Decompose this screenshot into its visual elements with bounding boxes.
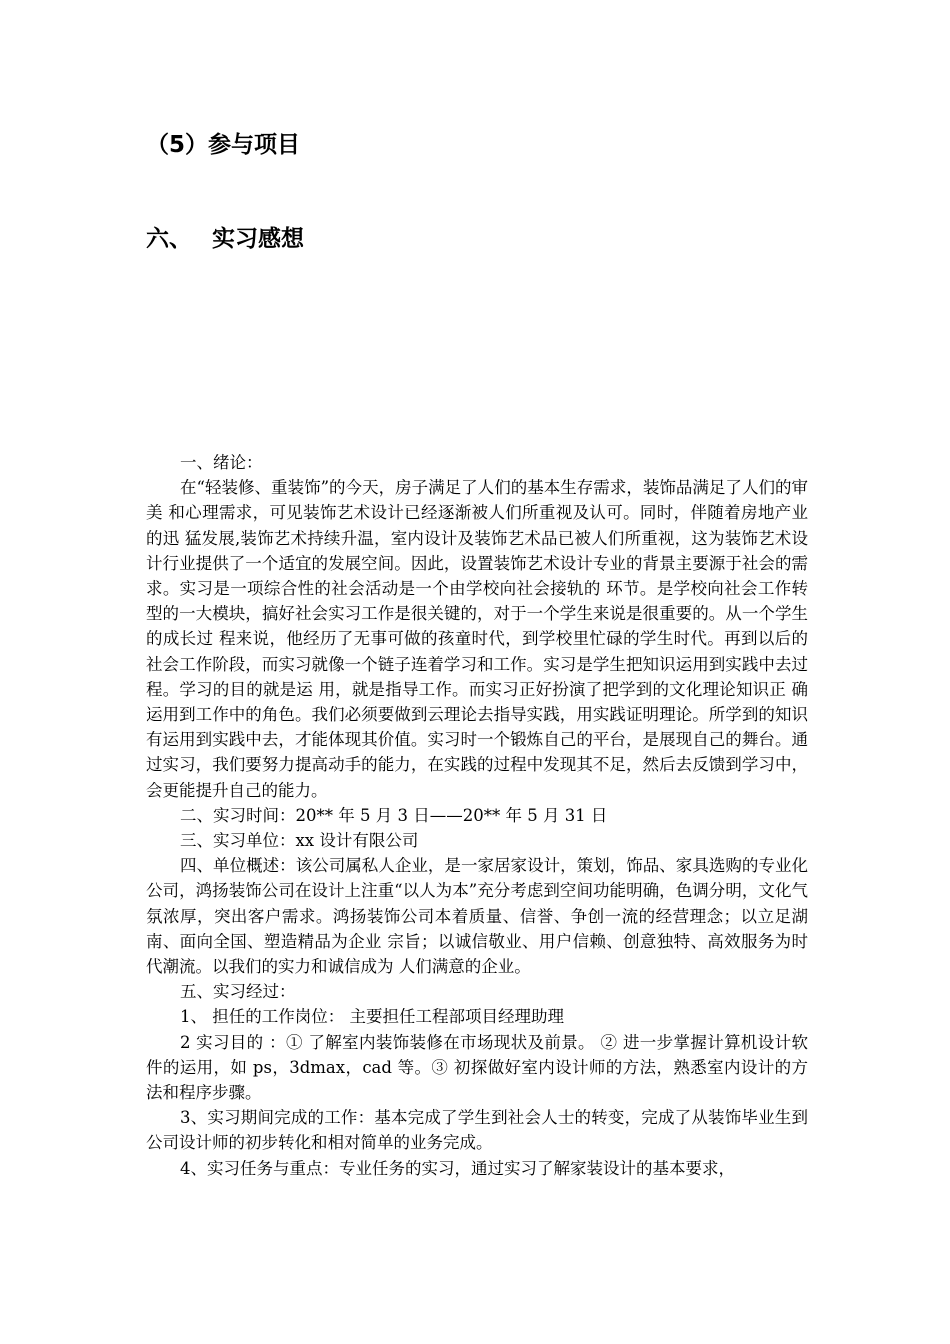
paragraph-completed-work: 3、实习期间完成的工作：基本完成了学生到社会人士的转变，完成了从装饰毕业生到公司设计师的初步转化和相对简单的业务完成。 <box>146 1108 808 1153</box>
paragraph-internship-time: 二、实习时间：20** 年 5 月 3 日——20** 年 5 月 31 日 <box>180 805 608 825</box>
body-text <box>146 450 808 1181</box>
paragraph-introduction-heading: 一、绪论： <box>180 453 263 472</box>
paragraph-job-position: 1、 担任的工作岗位： 主要担任工程部项目经理助理 <box>180 1007 564 1027</box>
paragraph-internship-unit: 三、实习单位：xx 设计有限公司 <box>180 831 419 851</box>
section-number: 六、 <box>146 226 192 252</box>
paragraph-tasks-focus: 4、实习任务与重点：专业任务的实习，通过实习了解家装设计的基本要求， <box>180 1158 735 1178</box>
paragraph-introduction: 在“轻装修、重装饰”的今天，房子满足了人们的基本生存需求，装饰品满足了人们的审美 和心理需求，可见装饰艺术设计已经逐渐被人们所重视及认可。同时，伴随着房地产业的迅 猛发展,装饰艺术持续升温，室内设计及装饰艺术品已被人们所重视，这为装饰艺术设计行业提供了一个适宜的发展空间。因此，设置装饰艺术设计专业的背景主要源于社会的需求。实习是一项综合性的社会活动是一个由学校向社会接轨的 环节。是学校向社会工作转型的一大模块，搞好社会实习工作是很关键的，对于一个学生来说是很重要的。从一个学生的成长过 程来说，他经历了无事可做的孩童时代，到学校里忙碌的学生时代。再到以后的社会工作阶段，而实习就像一个链子连着学习和工作。实习是学生把知识运用到实践中去过程。学习的目的就是运 用，就是指导工作。而实习正好扮演了把学到的文化理论知识正 确运用到工作中的角色。我们必须要做到云理论去指导实践，用实践证明理论。所学到的知识有运用到实践中去，才能体现其价值。实习时一个锻炼自己的平台，是展现自己的舞台。通过实习，我们要努力提高动手的能力，在实践的过程中发现其不足，然后去反馈到学习中，会更能提升自己的能力。 <box>146 478 808 800</box>
section-heading-internship-reflections <box>146 220 304 253</box>
paragraph-unit-overview: 四、单位概述：该公司属私人企业，是一家居家设计，策划，饰品、家具选购的专业化公司，鸿扬装饰公司在设计上注重“以人为本”充分考虑到空间功能明确，色调分明，文化气氛浓厚，突出客户需求。鸿扬装饰公司本着质量、信誉、争创一流的经营理念；以立足湖南、面向全国、塑造精品为企业 宗旨；以诚信敬业、用户信赖、创意独特、高效服务为时代潮流。以我们的实力和诚信成为 人们满意的企业。 <box>146 856 808 977</box>
paragraph-internship-purpose: 2 实习目的 ：① 了解室内装饰装修在市场现状及前景。 ② 进一步掌握计算机设计软件的运用，如 ps，3dmax，cad 等。③ 初探做好室内设计师的方法，熟悉室内设计的方法和程序步骤。 <box>146 1032 808 1103</box>
paragraph-internship-process: 五、实习经过： <box>180 982 296 1002</box>
section-title: 实习感想 <box>212 226 304 252</box>
section-heading-participate-projects: （5）参与项目 <box>146 132 301 158</box>
